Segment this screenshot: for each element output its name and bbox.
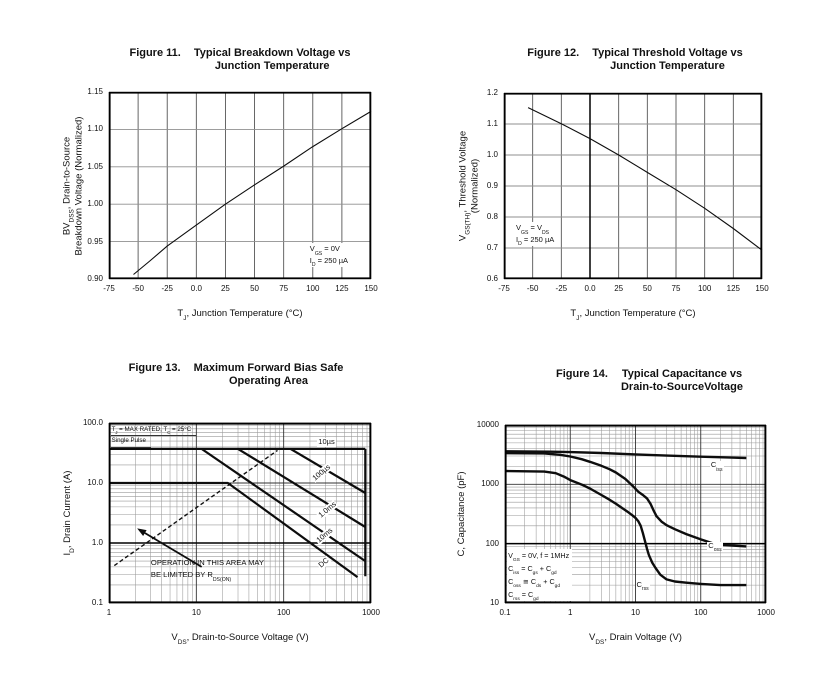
figure-13-y-axis-label [61, 393, 77, 633]
y-tick-label: 0.90 [87, 274, 103, 283]
annotation-line: $V_{GS} = 0V$ [309, 244, 340, 258]
figure-12 [407, 40, 814, 342]
plot-annotation [307, 243, 351, 267]
figure-12-title-text [592, 47, 743, 73]
figure-14 [407, 352, 814, 673]
y-tick-label: 100 [485, 538, 499, 548]
figure-11-title-text [194, 47, 351, 73]
x-tick-label: -50 [526, 284, 539, 293]
x-tick-label: 150 [364, 284, 378, 293]
figure-11-title-line1: Typical Breakdown Voltage vs [193, 47, 351, 59]
figure-12-title [504, 47, 766, 73]
figure-14-x-axis-label: $V_{DS}$, Drain Voltage (V) [589, 632, 682, 647]
x-tick-label: 1000 [362, 608, 380, 617]
x-tick-label: 1 [568, 608, 573, 617]
annotation-line: OPERATION IN THIS AREA MAY [150, 558, 264, 568]
curve-label: 100µs [310, 462, 333, 483]
annotation-line: $V_{GS} = V_{DS}$ [516, 223, 550, 236]
y-tick-label: 0.8 [486, 212, 498, 221]
figure-11-x-axis-label: $T_J$, Junction Temperature (°C) [177, 308, 303, 323]
y-axis-label-line: $BV_{DSS}$, Drain-to-Source [61, 136, 77, 235]
figure-14-title-line1: Typical Capacitance vs [621, 368, 743, 380]
curve-label: $C_{oss}$ [708, 540, 722, 554]
x-tick-label: 100 [694, 608, 708, 617]
x-tick-label: 150 [755, 284, 769, 293]
x-tick-label: 10 [191, 608, 201, 617]
x-tick-label: 0.1 [499, 608, 511, 617]
figure-11-title-line2: Junction Temperature [214, 59, 330, 72]
y-tick-label: 1000 [481, 479, 499, 489]
x-tick-label: -25 [161, 284, 173, 293]
x-tick-label: -25 [555, 284, 568, 293]
y-tick-label: 0.9 [486, 181, 498, 190]
figure-14-title [519, 368, 780, 394]
figure-13 [0, 352, 407, 673]
x-tick-label: 100 [306, 284, 320, 293]
figure-13-title-line1: Maximum Forward Bias Safe [193, 362, 344, 374]
x-tick-label: 100 [276, 608, 291, 617]
annotation-line: BE LIMITED BY $R_{DS(ON)}$ [150, 569, 232, 583]
plot-annotation [507, 549, 572, 601]
x-tick-label: -75 [103, 284, 115, 293]
figure-11 [0, 40, 407, 342]
annotation-line: $C_{oss}$ ≅ $C_{ds} + C_{gd}$ [508, 576, 561, 590]
annotation-line: $I_D = 250$ µA [516, 234, 555, 248]
figure-11-number: Figure 11. [129, 47, 181, 59]
annotation-line: $I_D = 250$ µA [309, 255, 349, 269]
annotation-line: $V_{GS} = 0V$, f = 1MHz [508, 550, 570, 564]
annotation-line: $T_J$ = MAX RATED, $T_C = 25^\circ C$ [111, 425, 197, 436]
y-tick-label: 0.7 [486, 243, 498, 252]
figure-14-title-text [621, 368, 743, 394]
figure-12-number: Figure 12. [527, 47, 580, 59]
x-tick-label: 100 [697, 284, 712, 293]
x-tick-label: 125 [726, 284, 740, 293]
figure-14-y-axis-label [456, 394, 468, 634]
x-tick-label: 1000 [757, 608, 775, 617]
y-tick-label: 1.00 [87, 199, 103, 209]
y-axis-label-line: C, Capacitance (pF) [455, 471, 467, 557]
y-tick-label: 1.05 [87, 161, 103, 171]
x-tick-label: 25 [614, 284, 624, 293]
y-tick-label: 10.0 [87, 478, 103, 487]
y-axis-label-line: $V_{GS(TH)}$, Threshold Voltage [457, 130, 473, 242]
figure-12-plot-area [504, 93, 762, 279]
curve-label: 10µs [318, 437, 335, 447]
figure-13-title-text [194, 362, 344, 388]
curve-label: 10ms [314, 525, 335, 545]
y-tick-label: 0.6 [486, 274, 498, 283]
figure-13-x-axis-label: $V_{DS}$, Drain-to-Source Voltage (V) [171, 632, 309, 647]
x-tick-label: 0.0 [584, 284, 596, 293]
y-tick-label: 10000 [476, 420, 499, 429]
y-tick-label: 1.2 [486, 88, 498, 97]
x-tick-label: 10 [631, 608, 640, 617]
y-tick-label: 1.1 [486, 119, 498, 128]
y-tick-label: 0.1 [91, 598, 103, 607]
figure-13-title-line2: Operating Area [228, 374, 309, 387]
y-tick-label: 10 [490, 598, 499, 607]
x-tick-label: -50 [132, 284, 144, 293]
y-tick-label: 1.0 [486, 150, 498, 159]
plot-annotation [111, 425, 197, 447]
y-axis-label-line: Breakdown Voltage (Normalized) [74, 116, 85, 255]
figure-11-title [109, 47, 371, 73]
x-tick-label: 50 [250, 284, 259, 293]
curve-label: $C_{iss}$ [710, 460, 723, 474]
figure-14-number: Figure 14. [556, 368, 608, 380]
x-tick-label: -75 [498, 284, 510, 293]
figure-14-title-line2: Drain-to-SourceVoltage [620, 380, 743, 393]
curve-label: 1.0ms [316, 499, 338, 520]
y-tick-label: 1.15 [87, 87, 103, 96]
annotation-line: $C_{iss} = C_{gs} + C_{gd}$ [508, 563, 557, 577]
y-tick-label: 100.0 [82, 418, 103, 427]
plot-annotation [151, 557, 264, 581]
figure-13-title [105, 362, 367, 388]
plot-annotation [513, 222, 557, 246]
y-tick-label: 0.95 [87, 236, 103, 246]
annotation-line: Single Pulse [111, 436, 151, 447]
figure-11-y-axis-label [62, 61, 87, 311]
y-tick-label: 1.10 [87, 124, 103, 134]
y-tick-label: 1.0 [91, 538, 103, 547]
curve-label: DC [316, 555, 331, 569]
figure-13-number: Figure 13. [128, 362, 181, 374]
curve-label: $C_{rss}$ [636, 579, 649, 593]
x-tick-label: 75 [671, 284, 681, 293]
x-tick-label: 0.0 [190, 284, 202, 293]
x-tick-label: 125 [335, 284, 349, 293]
figure-12-title-line2: Junction Temperature [610, 59, 725, 72]
x-tick-label: 1 [106, 608, 112, 617]
x-tick-label: 75 [279, 284, 289, 293]
y-axis-label-line: (Normalized) [470, 158, 481, 214]
figure-12-x-axis-label: $T_J$, Junction Temperature (°C) [570, 308, 696, 323]
figure-12-title-line1: Typical Threshold Voltage vs [592, 47, 743, 59]
annotation-line: $C_{rss} = C_{gd}$ [508, 589, 539, 603]
x-tick-label: 25 [220, 284, 230, 293]
y-axis-label-line: $I_D$, Drain Current (A) [61, 470, 77, 556]
x-tick-label: 50 [642, 284, 652, 293]
